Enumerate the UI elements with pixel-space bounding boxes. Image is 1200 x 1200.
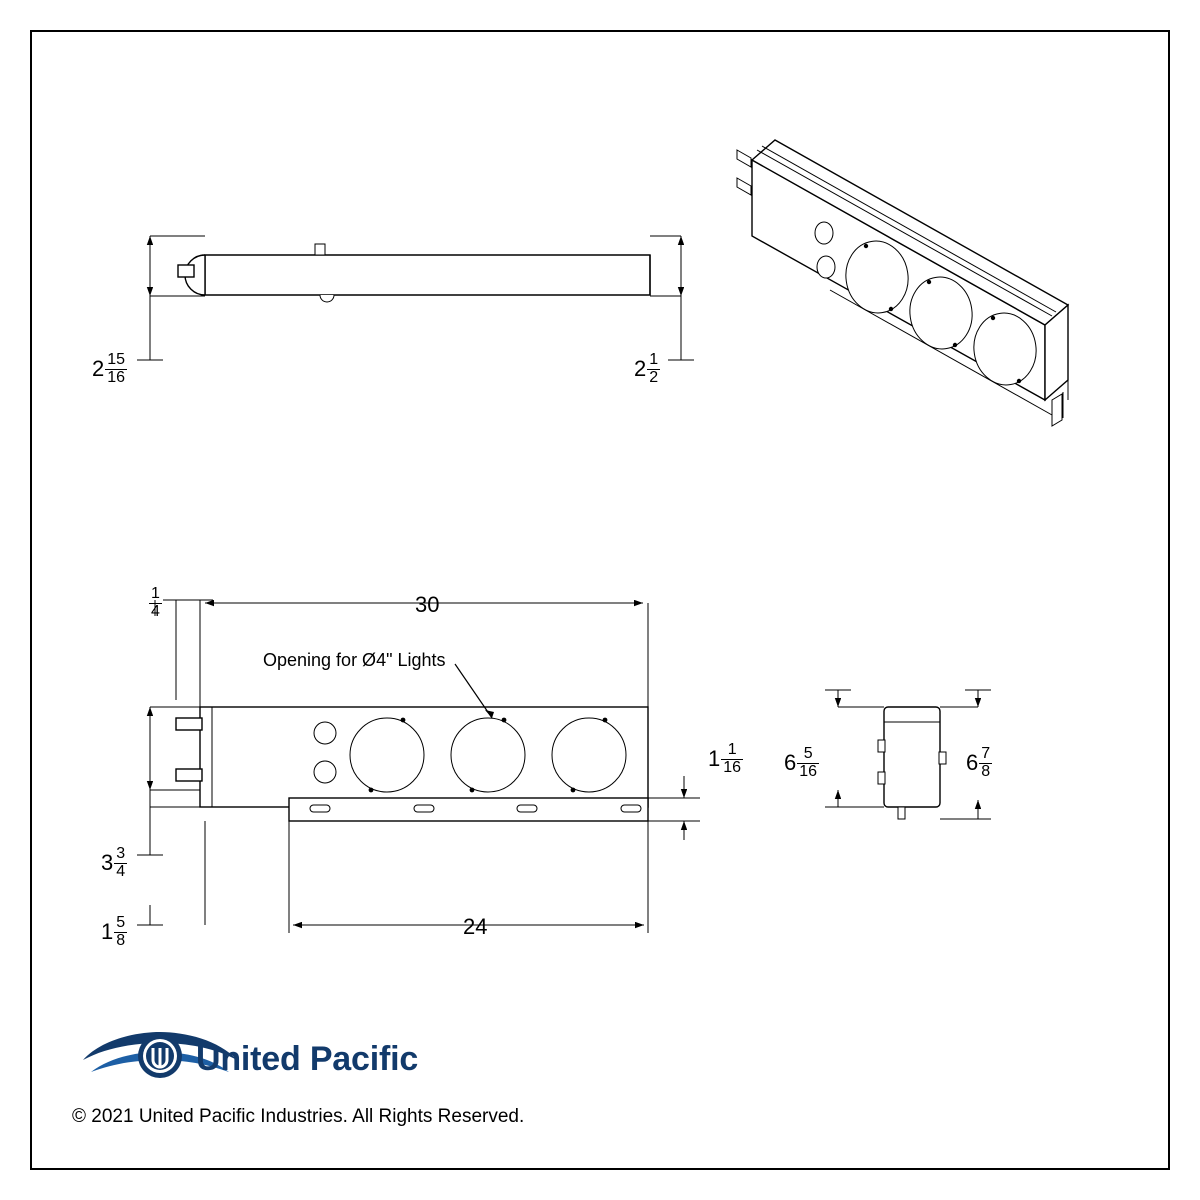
brand-name: United Pacific [196,1040,419,1078]
dimension-top-left-height [92,352,127,387]
copyright-text: © 2021 United Pacific Industries. All Rights Reserved. [72,1106,525,1127]
dimension-whole: 6 [784,750,797,776]
dimension-side-right-height [966,746,992,781]
isometric-view [737,140,1068,426]
dimension-whole: 2 [92,356,105,382]
dimension-front-bracket-length: 24 [463,914,488,939]
dimension-front-bracket-height [708,742,743,777]
dimension-front-lower-offset [101,915,127,950]
dimension-front-body-height [101,846,127,881]
dimension-side-left-height [784,746,819,781]
dimension-fraction: $\frac{3}{4}$ [116,845,126,880]
dimension-whole: 2 [634,356,647,382]
dimension-fraction: $\frac{1}{4}$ [151,585,160,620]
dimension-front-top-offset [148,586,162,621]
dimension-fraction: $\frac{5}{16}$ [799,745,818,780]
dimension-fraction: $\frac{15}{16}$ [107,351,126,386]
dimension-top-right-height [634,352,660,387]
dimension-fraction: $\frac{1}{2}$ [649,351,659,386]
dimension-whole: 1 [708,746,721,772]
dimension-whole: 3 [101,850,114,876]
dimension-fraction: $\frac{7}{8}$ [981,745,991,780]
dimension-whole: 6 [966,750,979,776]
dimension-front-overall-length: 30 [415,592,440,617]
dimension-whole: 1 [101,919,114,945]
dimension-fraction: $\frac{1}{16}$ [723,741,742,776]
annotation-opening-for-lights: Opening for Ø4" Lights [263,650,446,670]
dimension-fraction: $\frac{5}{8}$ [116,914,126,949]
top-view [137,236,694,360]
